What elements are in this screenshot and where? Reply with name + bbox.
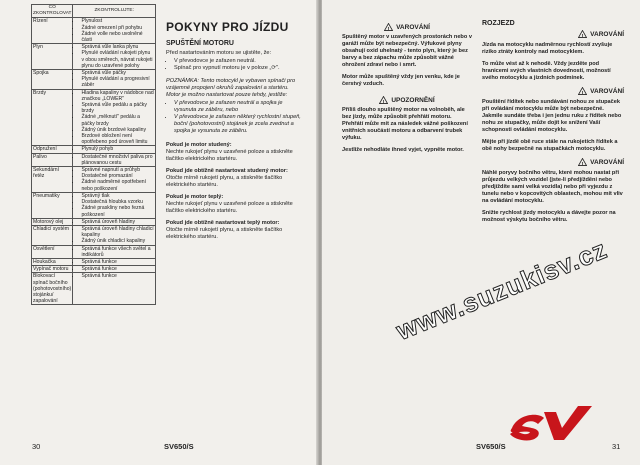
table-row bbox=[32, 258, 156, 265]
check-item: • Dostatečná hloubka vzorku bbox=[81, 199, 154, 205]
warning-triangle-icon bbox=[578, 30, 587, 38]
table-body bbox=[32, 18, 156, 305]
table-cell-item: Sekundární řetěz bbox=[32, 167, 73, 193]
driving-instructions-column bbox=[166, 20, 302, 246]
warning-label: VAROVÁNÍ bbox=[590, 158, 624, 166]
warm-engine-block bbox=[166, 194, 302, 215]
check-item: • Správný tlak bbox=[81, 193, 154, 199]
table-cell-checks bbox=[73, 153, 156, 166]
check-item: • Plynulost bbox=[81, 18, 154, 24]
idle-caution-text2: Jestliže nehodláte ihned vyjet, vypněte motor. bbox=[342, 147, 464, 153]
section-heading-rozjezd: ROZJEZD bbox=[482, 20, 515, 27]
table-cell-checks bbox=[73, 70, 156, 90]
warning-heading bbox=[342, 23, 472, 31]
table-cell-checks bbox=[73, 245, 156, 258]
table-row bbox=[32, 167, 156, 193]
table-row bbox=[32, 44, 156, 70]
check-item: • Žádné nadměrné opotřebení nebo poškození bbox=[81, 179, 154, 191]
table-cell-item: Osvětlení bbox=[32, 245, 73, 258]
table-cell-checks bbox=[73, 258, 156, 265]
table-cell-checks bbox=[73, 89, 156, 146]
table-cell-item: Motorový olej bbox=[32, 218, 73, 225]
table-cell-item: Odpružení bbox=[32, 146, 73, 153]
check-item: • Žádné praskliny nebo řezná poškození bbox=[81, 205, 154, 217]
table-row bbox=[32, 225, 156, 245]
start-list-item: • Spínač pro vypnutí motoru je v poloze „⟳". bbox=[174, 65, 302, 72]
check-item: • Žádné omezení při pohybu bbox=[81, 25, 154, 31]
table-cell-item: Plyn bbox=[32, 44, 73, 70]
check-item: • Brzdové obložení není opotřebeno pod úroveň limitu bbox=[81, 133, 154, 145]
wind-warning-text: Náhlé poryvy bočního větru, které mohou nastat při průjezdu velkých vozidel (jste-li předjížděni nebo předjíždíte sami velká vozidla) nebo při vyjezdu z tunelu nebo v kopcovitých oblastech, mohou mít vliv na ovládání motocyklu. bbox=[482, 170, 623, 204]
table-cell-item: Vypínač motoru bbox=[32, 266, 73, 273]
check-item: • Správná vůle lanka plynu bbox=[81, 44, 154, 50]
section-heading-start: SPUŠTĚNÍ MOTORU bbox=[166, 40, 234, 47]
check-item: • Žádný únik chladicí kapaliny bbox=[81, 238, 154, 244]
warning-label: VAROVÁNÍ bbox=[590, 30, 624, 38]
caution-triangle-icon bbox=[379, 96, 388, 104]
website-watermark: www.suzukisv.cz bbox=[392, 233, 612, 346]
speed-warning-text2: To může vést až k nehodě. Vždy jezděte pod hranicemi svých vlastních dovedností, možností svého motocyklu a jízdních podmínek. bbox=[482, 61, 611, 81]
note-label: POZNÁMKA: bbox=[166, 78, 199, 84]
warning-heading bbox=[482, 158, 624, 166]
check-item: • Správná vůle pedálu a páčky brzdy bbox=[81, 102, 154, 114]
warning-triangle-icon bbox=[384, 23, 393, 31]
check-item: • Plynulý pohyb bbox=[81, 146, 154, 152]
engine-run-icon: ⟳ bbox=[271, 65, 277, 71]
caution-label: UPOZORNĚNÍ bbox=[391, 96, 435, 104]
table-cell-item: Chladicí systém bbox=[32, 225, 73, 245]
table-cell-item: Palivo bbox=[32, 153, 73, 166]
note-list bbox=[166, 100, 302, 135]
table-row bbox=[32, 18, 156, 44]
check-item: • Žádný únik brzdové kapaliny bbox=[81, 127, 154, 133]
hard-cold-text: Otočte mírně rukojetí plynu, a stiskněte tlačítko elektrického startéru. bbox=[166, 175, 283, 188]
warning-triangle-icon bbox=[578, 87, 587, 95]
warm-text: Nechte rukojeť plynu v uzavřené poloze a stiskněte tlačítko elektrického startéru. bbox=[166, 201, 293, 214]
table-row bbox=[32, 273, 156, 305]
caution-heading bbox=[342, 96, 472, 104]
warnings-column-left bbox=[342, 20, 472, 159]
cold-engine-block bbox=[166, 142, 302, 163]
warning-triangle-icon bbox=[578, 158, 587, 166]
cold-text: Nechte rukojeť plynu v uzavřené poloze a stiskněte tlačítko elektrického startéru. bbox=[166, 149, 293, 162]
check-item: • Dostatečné množství paliva pro plánovanou cestu bbox=[81, 154, 154, 166]
check-item: • Správná úroveň hladiny bbox=[81, 219, 154, 225]
svg-text:!: ! bbox=[383, 99, 385, 104]
table-cell-item: Brzdy bbox=[32, 89, 73, 146]
table-cell-checks bbox=[73, 192, 156, 218]
table-row bbox=[32, 153, 156, 166]
table-row bbox=[32, 266, 156, 273]
svg-text:!: ! bbox=[387, 26, 390, 31]
warm-heading: Pokud je motor teplý: bbox=[166, 194, 224, 200]
table-cell-item: Houkačka bbox=[32, 258, 73, 265]
exhaust-warning-text2: Motor může spuštěný vždy jen venku, kde je čerstvý vzduch. bbox=[342, 74, 460, 87]
page-title: POKYNY PRO JÍZDU bbox=[166, 20, 289, 34]
check-item: • Žádné volle nebo uvolněné části bbox=[81, 31, 154, 43]
svg-text:!: ! bbox=[581, 90, 584, 95]
start-intro: Před nastartováním motoru se ujistěte, že: bbox=[166, 50, 272, 56]
warning-heading bbox=[482, 87, 624, 95]
check-item: • Plynulé ovládání rukojeti plynu v obou směrech, návrat rukojeti plynu do uzavřené polohy bbox=[81, 50, 154, 69]
table-cell-checks bbox=[73, 225, 156, 245]
table-row bbox=[32, 245, 156, 258]
table-cell-item: Pneumatiky bbox=[32, 192, 73, 218]
check-item: • Správná funkce všech světel a indikátorů bbox=[81, 246, 154, 258]
note-list-item: • V převodovce je zařazen neutrál a spojka je vysunuta ze záběru, nebo bbox=[174, 100, 302, 114]
table-row bbox=[32, 192, 156, 218]
wind-warning-text2: Snižte rychlost jízdy motocyklu a dávejte pozor na možnost výskytu bočního větru. bbox=[482, 210, 616, 223]
hard-warm-text: Otočte mírně rukojetí plynu, a stiskněte tlačítko elektrického startéru. bbox=[166, 227, 283, 240]
table-cell-item: Řízení bbox=[32, 18, 73, 44]
warning-heading bbox=[482, 30, 624, 38]
hands-warning-text: Pouštění řídítek nebo sundávání nohou ze stupaček při ovládání motocyklu může být nebezpečné. Jakmile sundáte třeba i jen jednu ruku z řídítek nebo nohu ze stupačky, může dojít ke snížení Vaší schopnosti ovládání motocyklu. bbox=[482, 99, 622, 133]
svg-text:!: ! bbox=[581, 161, 584, 166]
page-number-left: 30 bbox=[32, 442, 41, 451]
start-list bbox=[166, 58, 302, 72]
check-item: • Hladina kapaliny v nádobce nad značkou „LOWER" bbox=[81, 90, 154, 102]
note-paragraph bbox=[166, 78, 302, 99]
warning-label: VAROVÁNÍ bbox=[396, 23, 430, 31]
hands-warning-text2: Mějte při jízdě obě ruce stále na rukojetích řídítek a obě nohy bezpečně na stupačkách motocyklu. bbox=[482, 139, 618, 152]
sv-logo bbox=[508, 398, 594, 442]
check-item: • Dostatečné promazání bbox=[81, 173, 154, 179]
table-row bbox=[32, 146, 156, 153]
table-cell-checks bbox=[73, 218, 156, 225]
left-page bbox=[0, 0, 318, 465]
check-item: • Správná funkce bbox=[81, 259, 154, 265]
note-text: Tento motocykl je vybaven spínači pro vzájemné propojení okruhů zapalování a startéru. Motor je možno nastartovat pouze tehdy, jestliže: bbox=[166, 78, 296, 98]
check-item: • Správná funkce bbox=[81, 266, 154, 272]
svg-text:!: ! bbox=[581, 33, 584, 38]
speed-warning-text: Jízda na motocyklu nadměrnou rychlostí zvyšuje riziko ztráty kontroly nad motocyklem. bbox=[482, 42, 613, 55]
table-cell-item: Blokovací spínač bočního (pohotovostního) stojánku/ zapalování bbox=[33, 273, 72, 305]
check-item: • Správná funkce bbox=[81, 273, 154, 279]
inspection-table bbox=[31, 4, 156, 305]
warnings-column-right bbox=[482, 20, 624, 229]
model-right: SV650/S bbox=[476, 442, 506, 451]
table-cell-checks bbox=[73, 266, 156, 273]
table-cell-checks bbox=[73, 146, 156, 153]
warning-label: VAROVÁNÍ bbox=[590, 87, 624, 95]
check-item: • Správné napnutí a průhyb bbox=[81, 167, 154, 173]
table-cell-checks bbox=[73, 44, 156, 70]
page-number-right: 31 bbox=[612, 442, 621, 451]
table-cell-item: Spojka bbox=[32, 70, 73, 90]
hard-cold-block bbox=[166, 168, 302, 189]
table-header-check: ZKONTROLUJTE: bbox=[73, 5, 156, 18]
table-row bbox=[32, 89, 156, 146]
check-item: • Žádné „měknutí" pedálu a páčky brzdy bbox=[81, 114, 154, 126]
table-cell-checks bbox=[73, 167, 156, 193]
table-header-what: CO ZKONTROLOVAT bbox=[33, 5, 72, 17]
check-item: • Plynulé ovládání a progresivní záběr bbox=[81, 76, 154, 88]
note-list-item: • V převodovce je zařazen některý rychlostní stupeň, boční (pohotovostní) stojánek je zcela zvednut a spojka je vysunuta ze záběru. bbox=[174, 114, 302, 135]
cold-heading: Pokud je motor studený: bbox=[166, 142, 232, 148]
table-cell-checks bbox=[73, 18, 156, 44]
exhaust-warning-text: Spuštěný motor v uzavřených prostorách nebo v garáži může být nebezpečný. Výfukové plyny obsahují oxid uhelnatý - tento plyn, který je bez barvy a bez zápachu může způsobit vážné ohrožení zdraví nebo i smrt. bbox=[342, 34, 472, 68]
table-header-row bbox=[32, 5, 156, 18]
table-row bbox=[32, 218, 156, 225]
model-left: SV650/S bbox=[164, 442, 194, 451]
table-cell-checks bbox=[73, 273, 156, 305]
check-item: • Správná vůle páčky bbox=[81, 70, 154, 76]
start-list-item: • V převodovce je zařazen neutrál. bbox=[174, 58, 302, 65]
hard-warm-block bbox=[166, 220, 302, 241]
table-row bbox=[32, 70, 156, 90]
hard-warm-heading: Pokud jde obtížně nastartovat teplý motor: bbox=[166, 220, 280, 226]
right-page bbox=[322, 0, 640, 465]
idle-caution-text: Příliš dlouho spuštěný motor na volnoběh, ale bez jízdy, může způsobit přehřátí motoru. Přehřátí může mít za následek vážné poškození vnitřních součástí motoru a odbarvení trubek výfuku. bbox=[342, 107, 468, 141]
check-item: • Správná úroveň hladiny chladicí kapaliny bbox=[81, 226, 154, 238]
hard-cold-heading: Pokud jde obtížně nastartovat studený motor: bbox=[166, 168, 288, 174]
